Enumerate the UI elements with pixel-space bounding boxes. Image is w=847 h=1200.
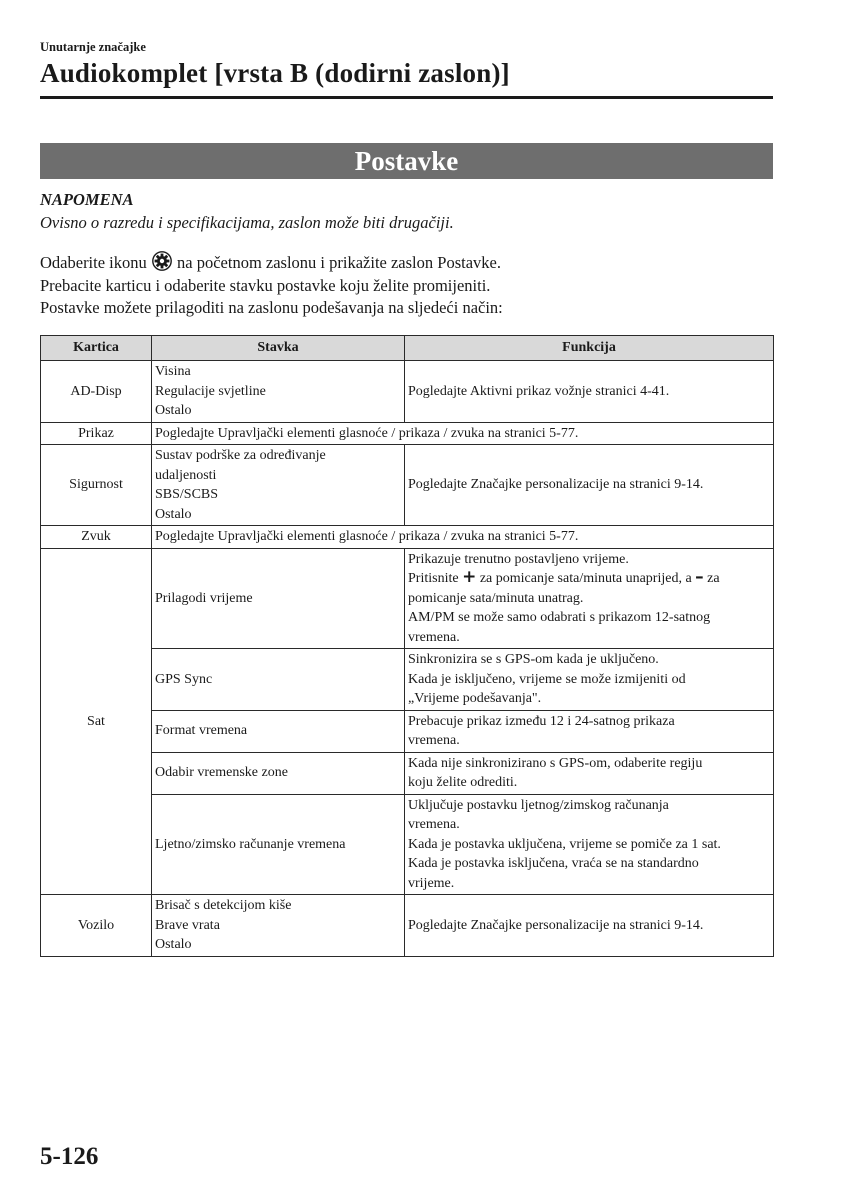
column-header-kartica: Kartica: [41, 336, 152, 361]
function-cell: Pogledajte Značajke personalizacije na stranici 9-14.: [405, 895, 774, 957]
table-row-addisp: [41, 361, 774, 423]
item-cell: Sustav podrške za određivanje udaljenosti SBS/SCBS Ostalo: [152, 445, 405, 526]
intro-paragraph: [40, 251, 780, 320]
plus-icon: +: [462, 567, 477, 587]
table-row-sigurnost: [41, 445, 774, 526]
note-heading: NAPOMENA: [40, 190, 134, 209]
column-header-stavka: Stavka: [152, 336, 405, 361]
item-cell: Ljetno/zimsko računanje vremena: [152, 794, 405, 895]
tab-cell: AD-Disp: [41, 361, 152, 423]
item-cell: Prilagodi vrijeme: [152, 548, 405, 649]
item-cell: Visina Regulacije svjetline Ostalo: [152, 361, 405, 423]
tab-cell: Prikaz: [41, 422, 152, 445]
settings-gear-icon: [152, 251, 172, 271]
merged-reference-cell: Pogledajte Upravljački elementi glasnoće / prikaza / zvuka na stranici 5-77.: [152, 526, 774, 549]
function-cell: Pogledajte Aktivni prikaz vožnje stranici 4-41.: [405, 361, 774, 423]
table-row-prikaz: [41, 422, 774, 445]
merged-reference-cell: Pogledajte Upravljački elementi glasnoće / prikaza / zvuka na stranici 5-77.: [152, 422, 774, 445]
title-divider: [40, 96, 773, 99]
intro-line-2: Prebacite karticu i odaberite stavku postavke koju želite promijeniti.: [40, 275, 491, 295]
item-cell: GPS Sync: [152, 649, 405, 711]
function-cell: Prebacuje prikaz između 12 i 24-satnog prikaza vremena.: [405, 710, 774, 752]
column-header-funkcija: Funkcija: [405, 336, 774, 361]
intro-line-1: Odaberite ikonu na početnom zaslonu i prikažite zaslon Postavke.: [40, 253, 501, 272]
intro-line-3: Postavke možete prilagoditi na zaslonu podešavanja na sljedeći način:: [40, 298, 503, 317]
item-cell: Brisač s detekcijom kiše Brave vrata Ostalo: [152, 895, 405, 957]
section-label: Unutarnje značajke: [40, 40, 146, 54]
tab-cell: Vozilo: [41, 895, 152, 957]
table-header-row: [41, 336, 774, 361]
section-banner: [40, 143, 773, 179]
function-cell: Kada nije sinkronizirano s GPS-om, odaberite regiju koju želite odrediti.: [405, 752, 774, 794]
tab-cell: Sat: [41, 548, 152, 895]
tab-cell: Zvuk: [41, 526, 152, 549]
function-cell: Pogledajte Značajke personalizacije na stranici 9-14.: [405, 445, 774, 526]
settings-table: [40, 335, 774, 957]
note-text: Ovisno o razredu i specifikacijama, zaslon može biti drugačiji.: [40, 213, 454, 232]
minus-icon: –: [695, 567, 704, 587]
tab-cell: Sigurnost: [41, 445, 152, 526]
page-title: Audiokomplet [vrsta B (dodirni zaslon)]: [40, 58, 510, 88]
section-banner-title: Postavke: [354, 145, 459, 176]
function-cell: Sinkronizira se s GPS-om kada je uključeno. Kada je isključeno, vrijeme se može izmijeniti od „Vrijeme podešavanja".: [405, 649, 774, 711]
table-row-zvuk: [41, 526, 774, 549]
table-row-vozilo: [41, 895, 774, 957]
item-cell: Format vremena: [152, 710, 405, 752]
item-cell: Odabir vremenske zone: [152, 752, 405, 794]
function-cell: Uključuje postavku ljetnog/zimskog računanja vremena. Kada je postavka uključena, vrijeme se pomiče za 1 sat. Kada je postavka isključena, vraća se na standardno vrijeme.: [405, 794, 774, 895]
page-number: 5-126: [40, 1143, 99, 1170]
function-cell: Prikazuje trenutno postavljeno vrijeme. Pritisnite + za pomicanje sata/minuta unaprijed, a – za pomicanje sata/minuta unatrag. AM/PM se može samo odabrati s prikazom 12-satnog vremena.: [405, 548, 774, 649]
table-row-sat-prilagodi: [41, 548, 774, 649]
